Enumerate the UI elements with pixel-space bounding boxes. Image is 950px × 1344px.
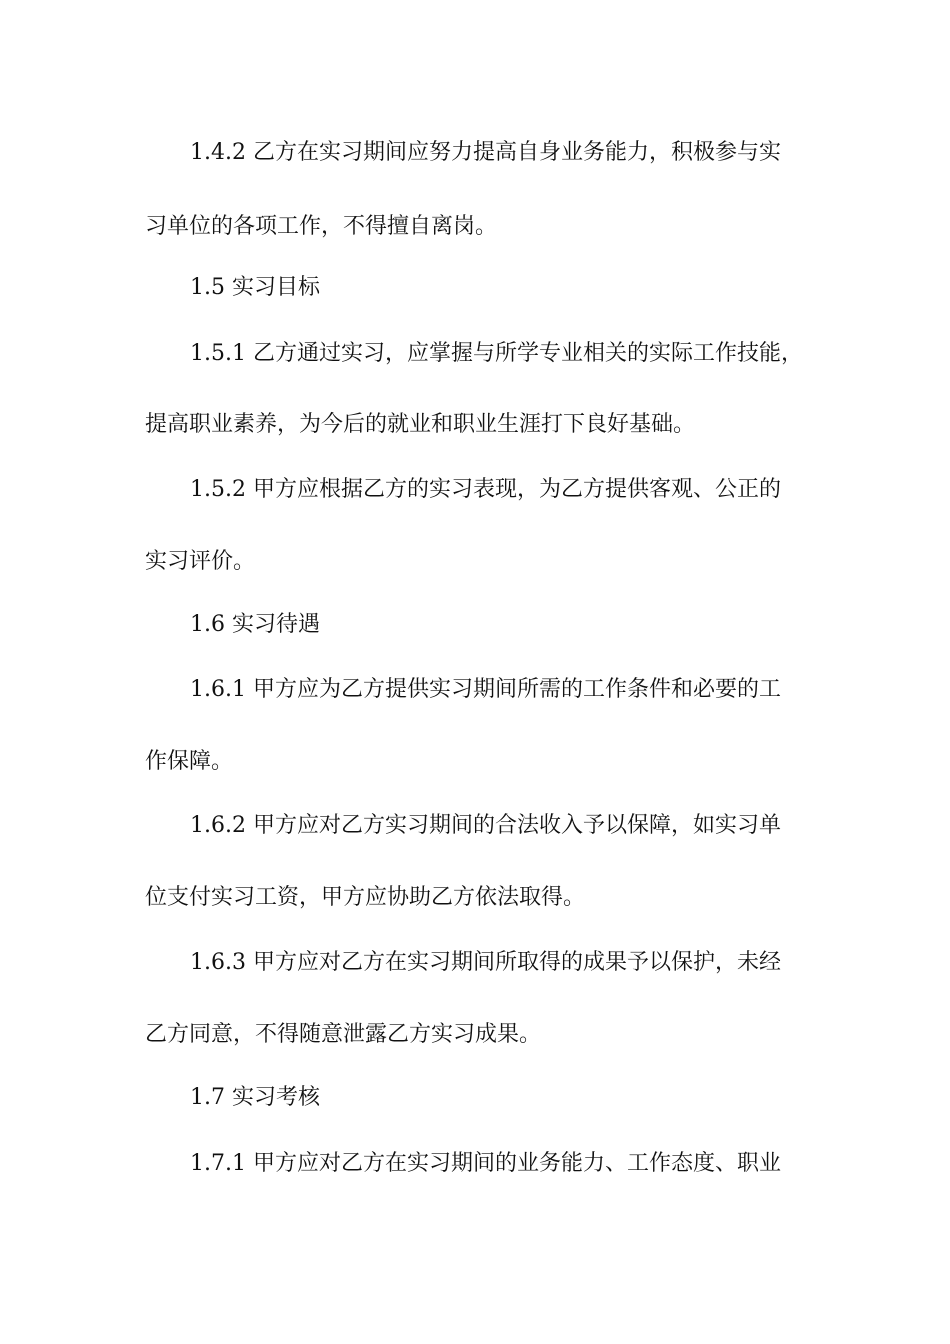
clause-1-6-2-line-2: 位支付实习工资，甲方应协助乙方依法取得。: [145, 885, 586, 910]
clause-1-5-1-line-1: 1.5.1 乙方通过实习，应掌握与所学专业相关的实际工作技能，: [190, 341, 803, 366]
clause-1-6-3-line-2: 乙方同意，不得随意泄露乙方实习成果。: [145, 1022, 542, 1047]
clause-1-5-1-line-2: 提高职业素养，为今后的就业和职业生涯打下良好基础。: [145, 412, 696, 437]
clause-1-4-2-line-1: 1.4.2 乙方在实习期间应努力提高自身业务能力，积极参与实: [190, 140, 781, 165]
clause-1-5-2-line-2: 实习评价。: [145, 549, 256, 574]
clause-1-7-1-line-1: 1.7.1 甲方应对乙方在实习期间的业务能力、工作态度、职业: [190, 1151, 781, 1176]
clause-1-4-2-line-2: 习单位的各项工作，不得擅自离岗。: [145, 214, 498, 239]
clause-1-6-1-line-2: 作保障。: [145, 749, 234, 774]
clause-1-6-1-line-1: 1.6.1 甲方应为乙方提供实习期间所需的工作条件和必要的工: [190, 677, 781, 702]
clause-1-6-2-line-1: 1.6.2 甲方应对乙方实习期间的合法收入予以保障，如实习单: [190, 813, 781, 838]
section-heading-1-5: 1.5 实习目标: [190, 275, 320, 300]
section-heading-1-6: 1.6 实习待遇: [190, 612, 320, 637]
section-heading-1-7: 1.7 实习考核: [190, 1085, 320, 1110]
clause-1-6-3-line-1: 1.6.3 甲方应对乙方在实习期间所取得的成果予以保护，未经: [190, 950, 781, 975]
clause-1-5-2-line-1: 1.5.2 甲方应根据乙方的实习表现，为乙方提供客观、公正的: [190, 477, 781, 502]
